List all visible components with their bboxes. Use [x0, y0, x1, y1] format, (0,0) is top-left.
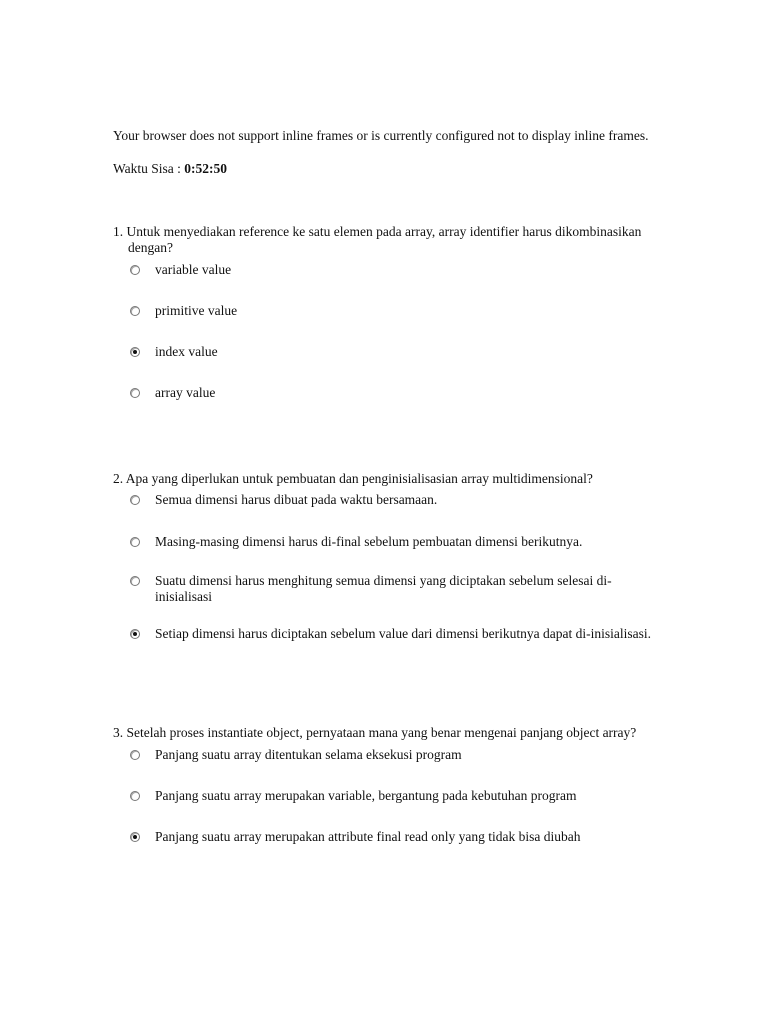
iframe-fallback-notice: Your browser does not support inline frames or is currently configured not to display inline frames. [113, 128, 649, 143]
time-remaining-label: Waktu Sisa : [113, 161, 185, 176]
answer-label[interactable]: Masing-masing dimensi harus di-final sebelum pembuatan dimensi berikutnya. [155, 534, 583, 549]
answer-label[interactable]: Panjang suatu array ditentukan selama eksekusi program [155, 747, 462, 762]
answer-option[interactable] [127, 788, 667, 804]
answer-label[interactable]: Panjang suatu array merupakan variable, bergantung pada kebutuhan program [155, 788, 577, 803]
radio-button[interactable] [130, 791, 140, 801]
answer-option[interactable] [127, 492, 667, 508]
question-1 [113, 224, 673, 400]
question-3 [113, 725, 673, 844]
answer-label[interactable]: variable value [155, 262, 232, 277]
answer-option[interactable] [127, 626, 667, 642]
radio-button[interactable] [130, 347, 140, 357]
radio-button[interactable] [130, 750, 140, 760]
answer-label[interactable]: Setiap dimensi harus diciptakan sebelum value dari dimensi berikutnya dapat di-inisialisasi. [155, 626, 652, 641]
question-text: 2. Apa yang diperlukan untuk pembuatan dan penginisialisasian array multidimensional? [113, 471, 593, 486]
answer-option[interactable] [127, 534, 667, 550]
question-text: 1. Untuk menyediakan reference ke satu elemen pada array, array identifier harus dikombinasikan dengan? [113, 224, 642, 255]
answer-label[interactable]: Suatu dimensi harus menghitung semua dimensi yang diciptakan sebelum selesai di-inisialisasi [155, 573, 612, 604]
radio-button[interactable] [130, 537, 140, 547]
radio-button[interactable] [130, 495, 140, 505]
radio-button[interactable] [130, 306, 140, 316]
answer-option[interactable] [127, 262, 667, 278]
answer-label[interactable]: Panjang suatu array merupakan attribute final read only yang tidak bisa diubah [155, 829, 581, 844]
answer-label[interactable]: Semua dimensi harus dibuat pada waktu bersamaan. [155, 492, 438, 507]
answer-option[interactable] [127, 303, 667, 319]
answer-option[interactable] [127, 344, 667, 360]
question-text: 3. Setelah proses instantiate object, pernyataan mana yang benar mengenai panjang object array? [113, 725, 637, 740]
answer-label[interactable]: array value [155, 385, 216, 400]
answer-label[interactable]: index value [155, 344, 218, 359]
answer-option[interactable] [127, 829, 667, 845]
question-2 [113, 471, 673, 641]
answer-option[interactable] [127, 747, 667, 763]
radio-button[interactable] [130, 388, 140, 398]
answer-label[interactable]: primitive value [155, 303, 238, 318]
answer-option[interactable] [127, 385, 667, 401]
radio-button[interactable] [130, 629, 140, 639]
radio-button[interactable] [130, 832, 140, 842]
radio-button[interactable] [130, 576, 140, 586]
radio-button[interactable] [130, 265, 140, 275]
time-remaining-value: 0:52:50 [184, 161, 228, 176]
answer-option[interactable] [127, 573, 667, 605]
time-remaining [113, 161, 227, 177]
